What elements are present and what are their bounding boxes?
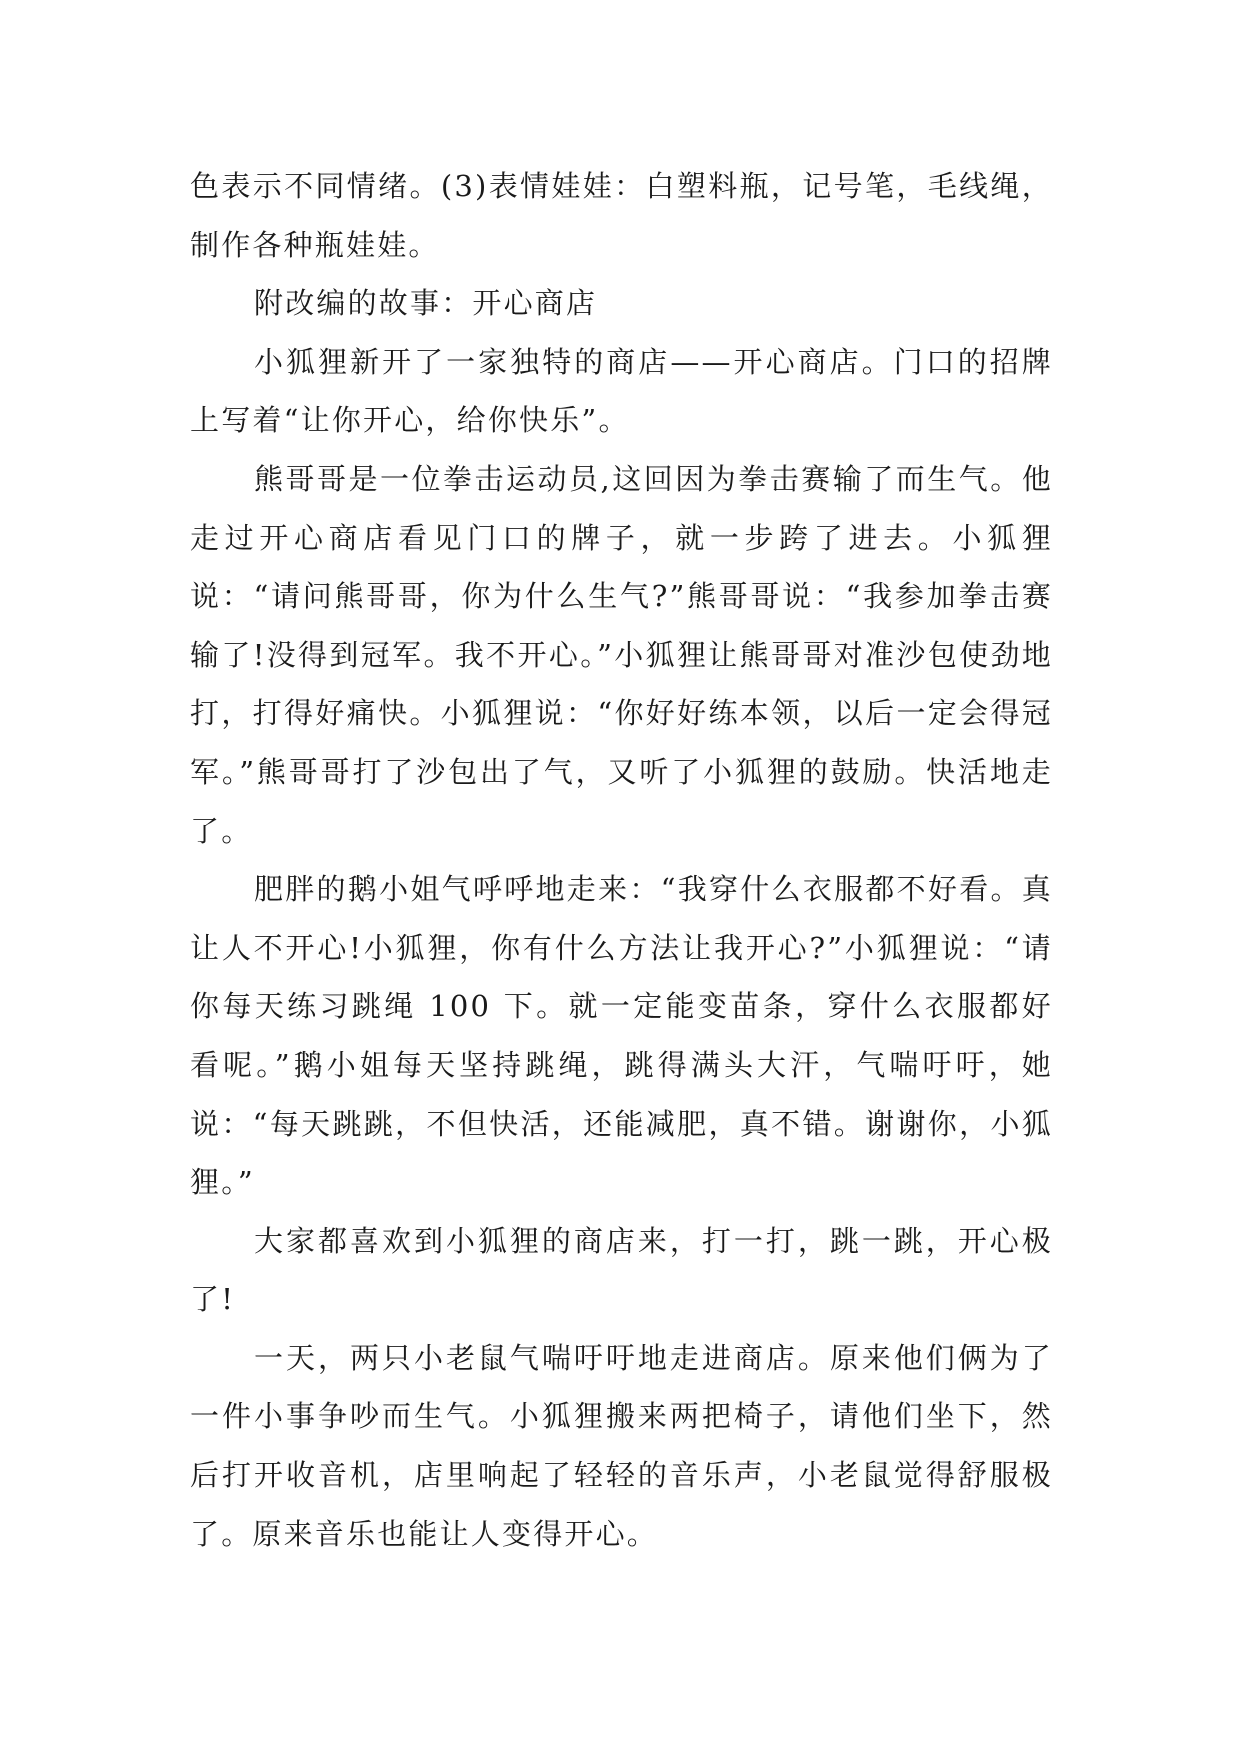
- story-heading: 附改编的故事：开心商店: [254, 286, 598, 321]
- paragraph-mice: 一天，两只小老鼠气喘吁吁地走进商店。原来他们俩为了一件小事争吵而生气。小狐狸搬来两把椅子，请他们坐下，然后打开收音机，店里响起了轻轻的音乐声，小老鼠觉得舒服极了。原来音乐也能让人变得开心。: [190, 1340, 1053, 1551]
- paragraph-shop-intro: 小狐狸新开了一家独特的商店——开心商店。门口的招牌上写着“让你开心，给你快乐”。: [190, 344, 1053, 438]
- paragraph-goose: 肥胖的鹅小姐气呼呼地走来：“我穿什么衣服都不好看。真让人不开心!小狐狸，你有什么方法让我开心?”小狐狸说：“请你每天练习跳绳 100 下。就一定能变苗条，穿什么衣服都好看呢。”鹅小姐每天坚持跳绳，跳得满头大汗，气喘吁吁，她说：“每天跳跳，不但快活，还能减肥，真不错。谢谢你，小狐狸。”: [190, 872, 1053, 1200]
- document-body: [190, 157, 1053, 1563]
- paragraph-continuation: 色表示不同情绪。(3)表情娃娃：白塑料瓶，记号笔，毛线绳，制作各种瓶娃娃。: [190, 169, 1053, 262]
- paragraph-everyone: 大家都喜欢到小狐狸的商店来，打一打，跳一跳，开心极了!: [190, 1223, 1053, 1317]
- paragraph-bear: 熊哥哥是一位拳击运动员,这回因为拳击赛输了而生气。他走过开心商店看见门口的牌子，就一步跨了进去。小狐狸说：“请问熊哥哥，你为什么生气?”熊哥哥说：“我参加拳击赛输了!没得到冠军。我不开心。”小狐狸让熊哥哥对准沙包使劲地打，打得好痛快。小狐狸说：“你好好练本领，以后一定会得冠军。”熊哥哥打了沙包出了气，又听了小狐狸的鼓励。快活地走了。: [190, 461, 1053, 848]
